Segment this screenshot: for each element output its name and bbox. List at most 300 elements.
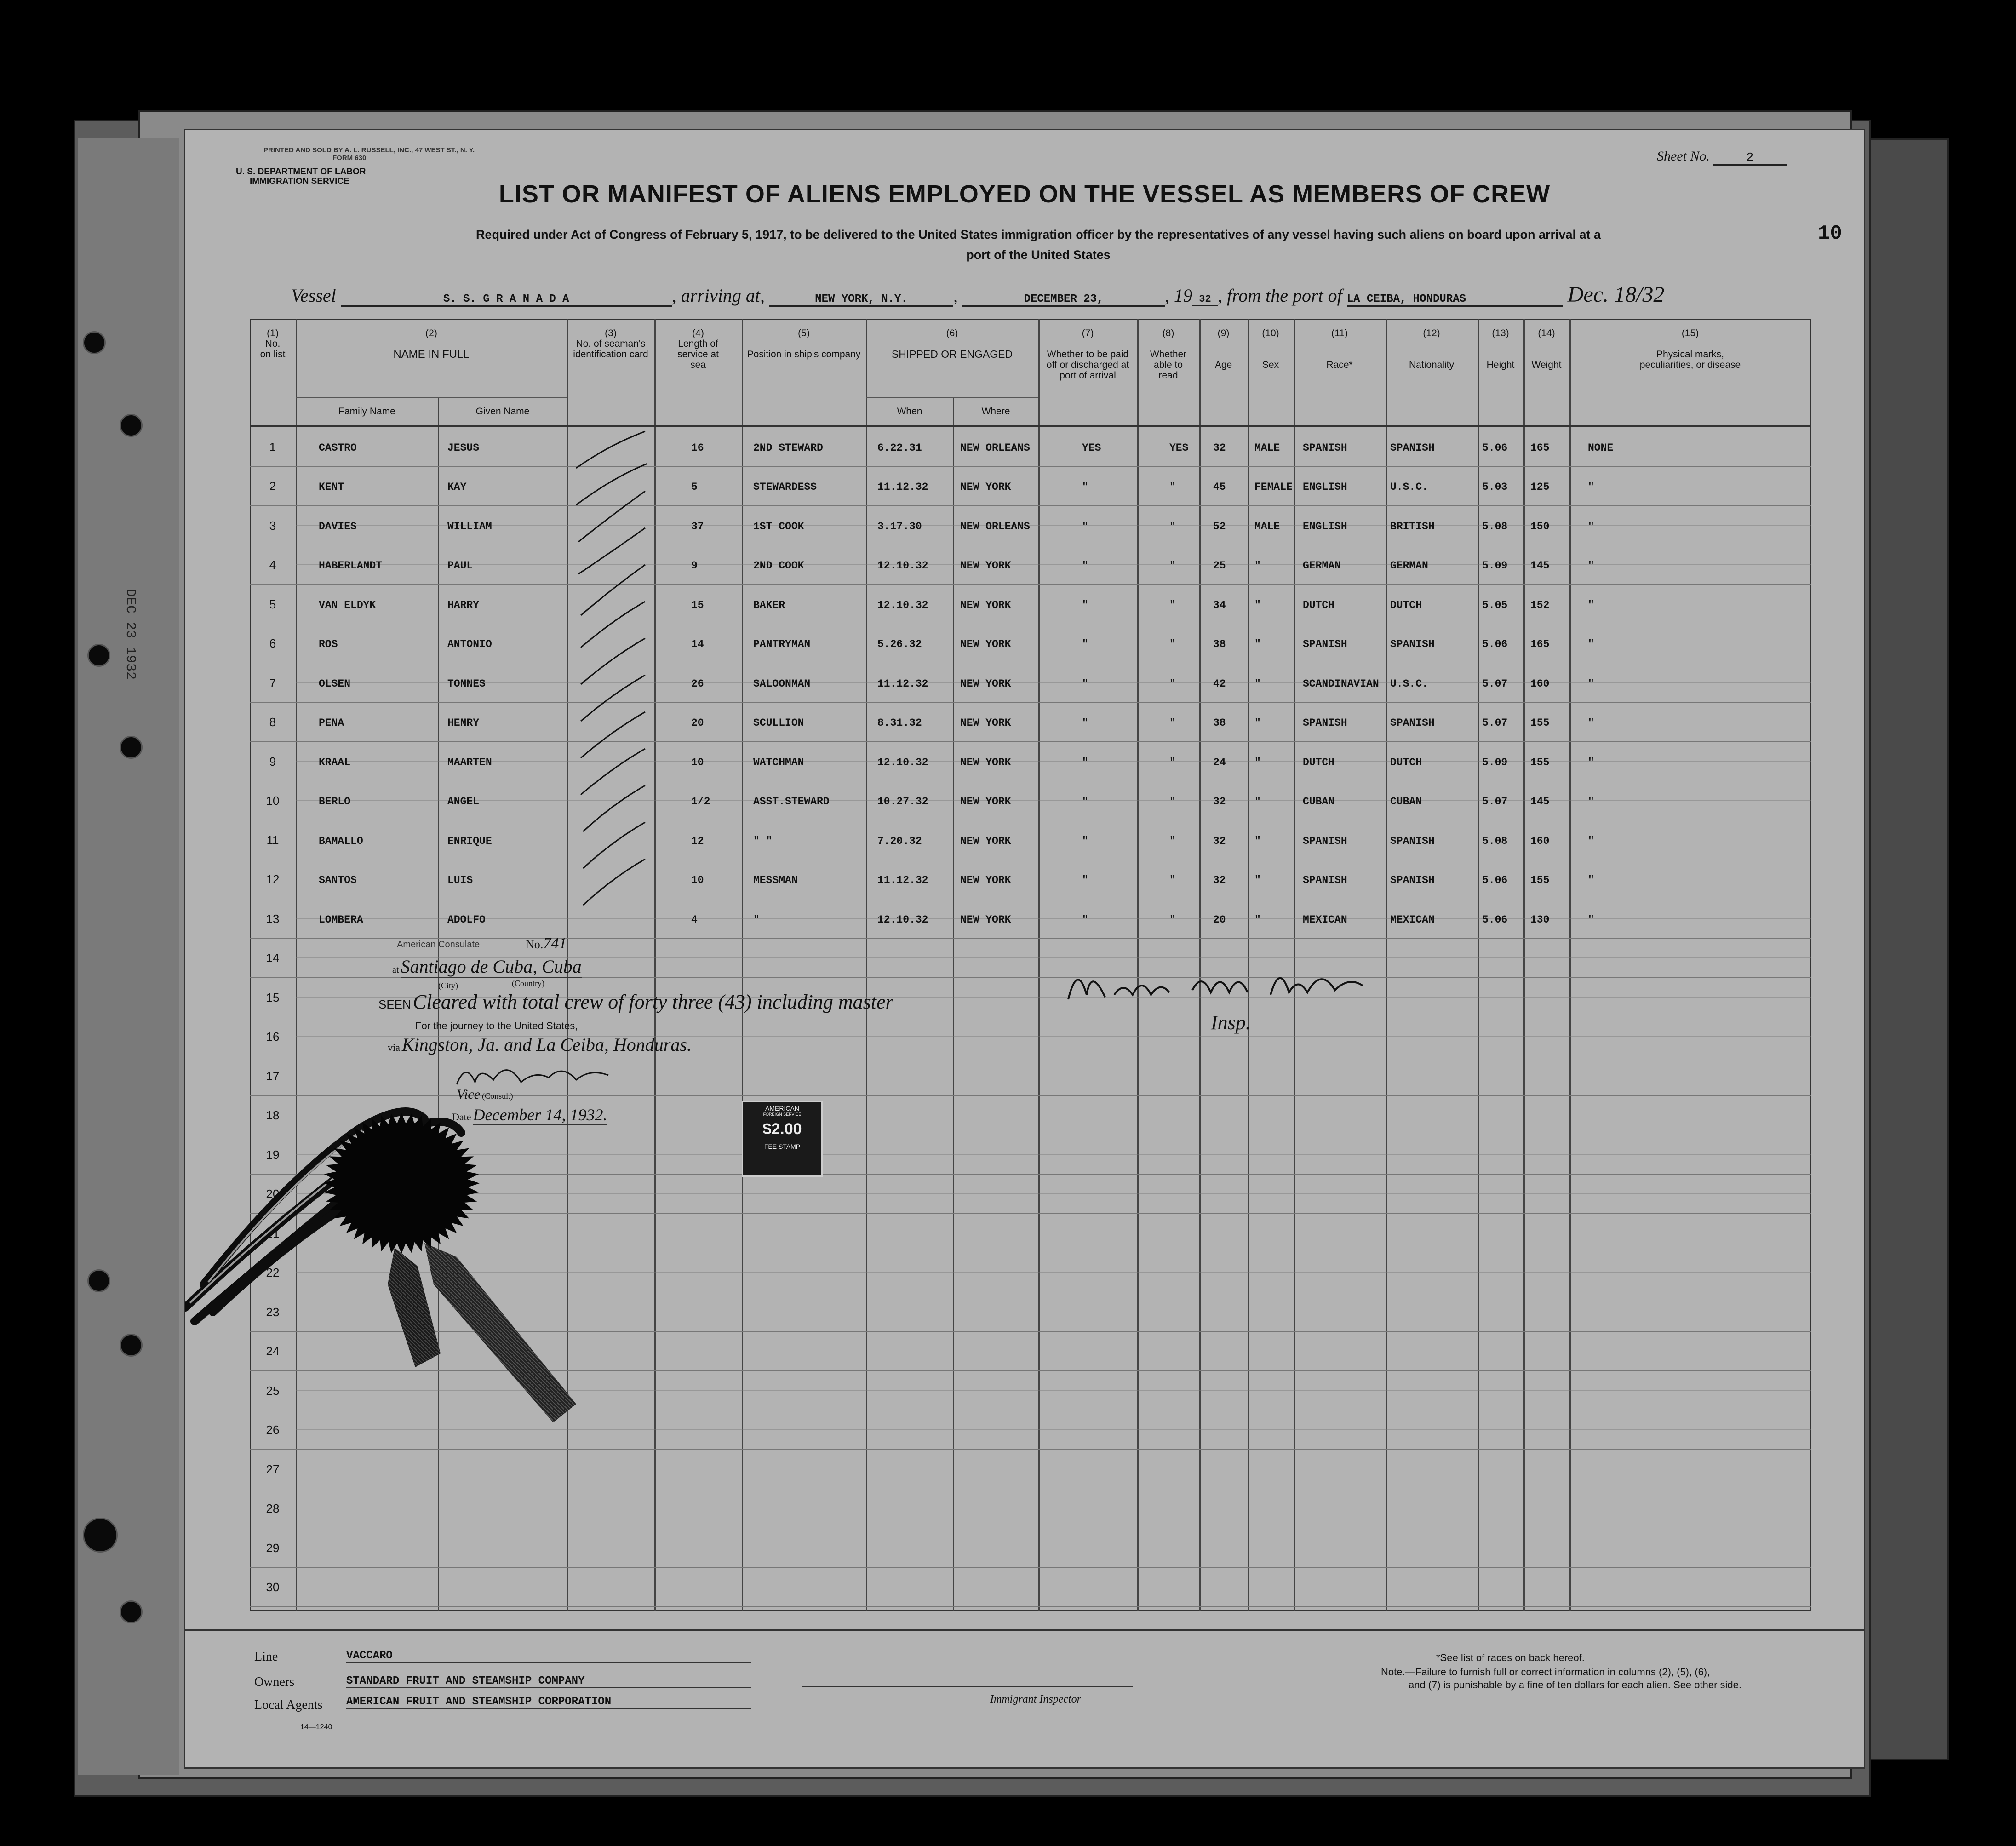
cell-nat: DUTCH	[1390, 756, 1422, 768]
cell-nat: U.S.C.	[1390, 481, 1428, 493]
row-mid-rule	[296, 800, 1811, 801]
cell-marks: "	[1588, 874, 1594, 887]
col-header-name: (2) NAME IN FULL	[393, 328, 470, 361]
row-number: 20	[266, 1187, 280, 1201]
cell-read: "	[1169, 520, 1176, 533]
cell-marks: "	[1588, 638, 1594, 651]
cell-age: 32	[1213, 835, 1226, 847]
via-text: Kingston, Ja. and La Ceiba, Honduras.	[401, 1034, 692, 1055]
col-header-when: When	[897, 406, 922, 417]
cell-service: 12	[691, 835, 704, 847]
cell-family: CASTRO	[319, 441, 357, 454]
cell-age: 32	[1213, 874, 1226, 887]
cell-race: SCANDINAVIAN	[1303, 677, 1379, 690]
col-header-weight: (14) Weight	[1531, 328, 1562, 370]
line-value: VACCARO	[346, 1650, 751, 1663]
cell-nat: CUBAN	[1390, 796, 1422, 808]
city-caption: (City)	[438, 981, 458, 990]
sheet-number-value: 2	[1713, 150, 1787, 166]
cell-service: 15	[691, 599, 704, 611]
col-header-read: (8) Whether able to read	[1150, 328, 1187, 381]
col-divider	[1569, 319, 1571, 1611]
col-divider	[1523, 319, 1525, 1611]
cell-paid: "	[1082, 756, 1088, 768]
cell-position: MESSMAN	[753, 874, 798, 887]
cell-family: KENT	[319, 481, 344, 493]
row-mid-rule	[296, 564, 1811, 565]
row-number: 16	[266, 1030, 280, 1044]
cell-age: 24	[1213, 756, 1226, 768]
owners-value: STANDARD FRUIT AND STEAMSHIP COMPANY	[346, 1675, 751, 1688]
cell-race: SPANISH	[1303, 441, 1347, 454]
footer	[185, 1629, 1864, 1769]
cell-service: 16	[691, 441, 704, 454]
cell-paid: "	[1082, 874, 1088, 887]
cell-height: 5.06	[1482, 874, 1508, 887]
cell-where: NEW YORK	[960, 874, 1011, 887]
arrival-date: DECEMBER 23,	[962, 293, 1165, 307]
printer-imprint: PRINTED AND SOLD BY A. L. RUSSELL, INC., 47 WEST ST., N. Y. FORM 630	[263, 146, 475, 162]
row-mid-rule	[296, 918, 1811, 919]
binder-hole	[120, 736, 143, 759]
row-number: 15	[266, 990, 280, 1004]
cell-nat: SPANISH	[1390, 441, 1435, 454]
cell-sex: "	[1254, 599, 1261, 611]
cell-where: NEW YORK	[960, 835, 1011, 847]
cell-sex: "	[1254, 913, 1261, 926]
cell-height: 5.09	[1482, 560, 1508, 572]
cell-when: 10.27.32	[877, 796, 928, 808]
cell-read: "	[1169, 756, 1176, 768]
seen-text: Cleared with total crew of forty three (43) including master	[412, 991, 893, 1013]
cell-where: NEW YORK	[960, 756, 1011, 768]
col-header-no: (1) No. on list	[260, 328, 286, 360]
wax-seal-icon	[185, 1027, 599, 1487]
cell-family: ROS	[319, 638, 338, 651]
cell-age: 42	[1213, 677, 1226, 690]
from-port-label: , from the port of	[1218, 285, 1342, 306]
manifest-sheet	[184, 129, 1865, 1769]
cell-given: ENRIQUE	[447, 835, 492, 847]
cell-race: SPANISH	[1303, 835, 1347, 847]
cell-marks: "	[1588, 717, 1594, 729]
cell-age: 45	[1213, 481, 1226, 493]
cell-position: ASST.STEWARD	[753, 796, 830, 808]
cell-service: 1/2	[691, 796, 710, 808]
row-number: 27	[266, 1462, 280, 1476]
cell-position: PANTRYMAN	[753, 638, 811, 651]
cell-position: 2ND COOK	[753, 560, 804, 572]
binder-hole	[120, 1334, 143, 1357]
cell-service: 10	[691, 874, 704, 887]
voyage-line: Vessel S. S. G R A N A D A , arriving at, NEW YORK, N.Y. , DECEMBER 23, , 19 32 , from the port of LA CEIBA, HONDURAS Dec. 18/32	[291, 282, 1665, 307]
binder-hole	[83, 331, 106, 354]
cell-age: 38	[1213, 717, 1226, 729]
cell-service: 10	[691, 756, 704, 768]
cell-position: "	[753, 913, 760, 926]
cell-when: 11.12.32	[877, 481, 928, 493]
cell-given: ANGEL	[447, 796, 480, 808]
cell-position: WATCHMAN	[753, 756, 804, 768]
shipped-header-divider	[866, 397, 1038, 398]
cell-where: NEW YORK	[960, 481, 1011, 493]
cell-marks: "	[1588, 520, 1594, 533]
cell-weight: 125	[1530, 481, 1550, 493]
arriving-label: , arriving at,	[671, 285, 765, 306]
inspector-sign-line	[802, 1686, 1133, 1687]
cell-read: "	[1169, 796, 1176, 808]
cell-paid: "	[1082, 560, 1088, 572]
cell-position: SALOONMAN	[753, 677, 811, 690]
cell-nat: SPANISH	[1390, 874, 1435, 887]
cell-weight: 152	[1530, 599, 1550, 611]
cell-height: 5.05	[1482, 599, 1508, 611]
consular-date-value: December 14, 1932.	[473, 1106, 607, 1124]
cell-when: 11.12.32	[877, 874, 928, 887]
cell-family: HABERLANDT	[319, 560, 383, 572]
vessel-label: Vessel	[291, 285, 336, 306]
cell-where: NEW YORK	[960, 599, 1011, 611]
cell-sex: "	[1254, 756, 1261, 768]
id-card-checkmarks	[567, 427, 654, 910]
cell-race: SPANISH	[1303, 874, 1347, 887]
row-rule	[250, 1567, 1811, 1568]
row-mid-rule	[296, 761, 1811, 762]
cell-paid: "	[1082, 796, 1088, 808]
row-number: 18	[266, 1108, 280, 1123]
cell-marks: "	[1588, 913, 1594, 926]
col-header-height: (13) Height	[1486, 328, 1515, 370]
cell-paid: "	[1082, 599, 1088, 611]
cell-marks: "	[1588, 560, 1594, 572]
row-number: 1	[269, 440, 276, 454]
consular-date: Date December 14, 1932.	[452, 1106, 607, 1124]
cell-service: 4	[691, 913, 698, 926]
col-header-race: (11) Race*	[1326, 328, 1353, 370]
cell-where: NEW YORK	[960, 796, 1011, 808]
cell-position: 2ND STEWARD	[753, 441, 823, 454]
binder-hole	[83, 1518, 118, 1553]
cell-family: BERLO	[319, 796, 351, 808]
cell-given: PAUL	[447, 560, 473, 572]
corner-number: 10	[1818, 222, 1842, 245]
cell-height: 5.06	[1482, 441, 1508, 454]
cell-marks: "	[1588, 835, 1594, 847]
cell-height: 5.07	[1482, 796, 1508, 808]
row-number: 8	[269, 715, 276, 729]
sheet-number-label: Sheet No.	[1657, 149, 1710, 164]
agents-value: AMERICAN FRUIT AND STEAMSHIP CORPORATION	[346, 1696, 751, 1709]
cell-when: 11.12.32	[877, 677, 928, 690]
cell-read: "	[1169, 913, 1176, 926]
cell-family: OLSEN	[319, 677, 351, 690]
row-number: 29	[266, 1541, 280, 1555]
cell-family: VAN ELDYK	[319, 599, 376, 611]
cell-position: SCULLION	[753, 717, 804, 729]
cell-weight: 130	[1530, 913, 1550, 926]
cell-race: MEXICAN	[1303, 913, 1347, 926]
cell-read: "	[1169, 717, 1176, 729]
row-number: 28	[266, 1502, 280, 1516]
col-header-family-name: Family Name	[338, 406, 395, 417]
cell-age: 32	[1213, 796, 1226, 808]
cell-read: "	[1169, 481, 1176, 493]
row-number: 11	[266, 833, 279, 847]
row-number: 24	[266, 1344, 280, 1359]
cell-sex: "	[1254, 874, 1261, 887]
cell-position: STEWARDESS	[753, 481, 817, 493]
col-header-position: (5) Position in ship's company	[747, 328, 861, 360]
row-number: 30	[266, 1580, 280, 1594]
cell-where: NEW YORK	[960, 717, 1011, 729]
col-header-paid-off: (7) Whether to be paid off or discharged at port of arrival	[1046, 328, 1129, 381]
via-line: via Kingston, Ja. and La Ceiba, Honduras.	[388, 1034, 692, 1055]
cell-nat: GERMAN	[1390, 560, 1428, 572]
row-mid-rule	[296, 682, 1811, 683]
cell-weight: 145	[1530, 796, 1550, 808]
cell-weight: 155	[1530, 717, 1550, 729]
row-number: 6	[269, 636, 276, 651]
sheet-number	[1657, 149, 1787, 166]
cell-read: "	[1169, 638, 1176, 651]
cell-read: "	[1169, 560, 1176, 572]
name-header-divider	[296, 397, 567, 398]
row-rule	[250, 1606, 1811, 1607]
cell-marks: "	[1588, 756, 1594, 768]
cell-nat: SPANISH	[1390, 638, 1435, 651]
consulate-printed: American Consulate	[397, 940, 480, 950]
cell-sex: "	[1254, 796, 1261, 808]
cell-service: 26	[691, 677, 704, 690]
department-name: U. S. DEPARTMENT OF LABOR	[236, 167, 366, 177]
cell-given: WILLIAM	[447, 520, 492, 533]
cell-height: 5.07	[1482, 717, 1508, 729]
margin-date-stamp: DEC 23 1932	[122, 589, 138, 680]
cell-where: NEW YORK	[960, 638, 1011, 651]
row-number: 17	[266, 1069, 280, 1083]
header-bottom-rule	[250, 425, 1811, 427]
cell-given: KAY	[447, 481, 467, 493]
cell-where: NEW ORLEANS	[960, 441, 1030, 454]
consular-city: at Santiago de Cuba, Cuba	[392, 956, 582, 977]
cell-when: 6.22.31	[877, 441, 922, 454]
arrival-year: 32	[1192, 293, 1218, 306]
cell-given: LUIS	[447, 874, 473, 887]
cell-given: JESUS	[447, 441, 480, 454]
cell-read: "	[1169, 835, 1176, 847]
row-rule	[250, 741, 1811, 742]
cell-read: YES	[1169, 441, 1189, 454]
cell-race: ENGLISH	[1303, 481, 1347, 493]
cell-paid: "	[1082, 638, 1088, 651]
cell-race: DUTCH	[1303, 599, 1335, 611]
vessel-name: S. S. G R A N A D A	[341, 293, 672, 307]
row-rule	[250, 584, 1811, 585]
col-divider	[1478, 319, 1479, 1611]
cell-weight: 165	[1530, 638, 1550, 651]
cell-family: KRAAL	[319, 756, 351, 768]
cell-paid: YES	[1082, 441, 1101, 454]
cell-nat: MEXICAN	[1390, 913, 1435, 926]
cell-marks: "	[1588, 481, 1594, 493]
cell-service: 9	[691, 560, 698, 572]
vice-consul: Vice (Consul.)	[457, 1087, 513, 1102]
cell-given: HENRY	[447, 717, 480, 729]
cell-race: ENGLISH	[1303, 520, 1347, 533]
row-number: 2	[269, 479, 276, 493]
cell-sex: "	[1254, 560, 1261, 572]
cell-nat: U.S.C.	[1390, 677, 1428, 690]
cell-where: NEW ORLEANS	[960, 520, 1030, 533]
consular-number: No.741	[526, 935, 567, 952]
cell-where: NEW YORK	[960, 677, 1011, 690]
col-header-sex: (10) Sex	[1262, 328, 1279, 370]
races-note: *See list of races on back hereof.	[1436, 1652, 1585, 1663]
cell-when: 12.10.32	[877, 599, 928, 611]
row-number: 12	[266, 872, 280, 887]
cell-service: 37	[691, 520, 704, 533]
cell-given: ANTONIO	[447, 638, 492, 651]
row-rule	[250, 505, 1811, 506]
cell-when: 7.20.32	[877, 835, 922, 847]
cell-where: NEW YORK	[960, 913, 1011, 926]
row-number: 13	[266, 912, 280, 926]
cell-weight: 145	[1530, 560, 1550, 572]
row-number: 25	[266, 1383, 280, 1398]
fee-stamp: AMERICAN FOREIGN SERVICE $2.00 FEE STAMP	[742, 1101, 823, 1177]
col-header-nationality: (12) Nationality	[1409, 328, 1455, 370]
col-header-service: (4) Length of service at sea	[677, 328, 719, 370]
cell-age: 32	[1213, 441, 1226, 454]
cell-race: DUTCH	[1303, 756, 1335, 768]
cell-service: 14	[691, 638, 704, 651]
binder-hole	[120, 414, 143, 437]
departure-port: LA CEIBA, HONDURAS	[1347, 293, 1563, 307]
cell-nat: SPANISH	[1390, 835, 1435, 847]
cell-paid: "	[1082, 481, 1088, 493]
row-number: 5	[269, 597, 276, 611]
cell-race: SPANISH	[1303, 717, 1347, 729]
cell-marks: NONE	[1588, 441, 1614, 454]
cell-weight: 160	[1530, 677, 1550, 690]
row-number: 26	[266, 1423, 280, 1437]
cell-race: SPANISH	[1303, 638, 1347, 651]
col-divider	[1386, 319, 1387, 1611]
agents-label: Local Agents	[254, 1698, 323, 1712]
cell-given: ADOLFO	[447, 913, 486, 926]
row-number: 23	[266, 1305, 280, 1319]
cell-read: "	[1169, 677, 1176, 690]
page-subtitle: Required under Act of Congress of February 5, 1917, to be delivered to the United States immigration officer by the representatives of any vessel having such aliens on board upon arrival at a port of the United States	[475, 228, 1601, 262]
form-code: 14—1240	[300, 1723, 332, 1731]
inspector-caption: Immigrant Inspector	[990, 1693, 1081, 1705]
cell-given: HARRY	[447, 599, 480, 611]
cell-nat: SPANISH	[1390, 717, 1435, 729]
inspector-initials: Insp.	[1211, 1011, 1251, 1034]
journey-label: For the journey to the United States,	[415, 1020, 578, 1032]
fine-note: Note.—Failure to furnish full or correct information in columns (2), (5), (6), and (7) is punishable by a fine of ten dollars for each alien. See other side.	[1381, 1666, 1742, 1691]
row-number: 10	[266, 794, 280, 808]
cell-nat: DUTCH	[1390, 599, 1422, 611]
row-number: 19	[266, 1147, 280, 1162]
cell-sex: "	[1254, 677, 1261, 690]
cell-height: 5.07	[1482, 677, 1508, 690]
row-number: 14	[266, 951, 280, 965]
cell-sex: "	[1254, 835, 1261, 847]
cell-weight: 165	[1530, 441, 1550, 454]
cell-sex: MALE	[1254, 520, 1280, 533]
cell-paid: "	[1082, 913, 1088, 926]
cell-paid: "	[1082, 835, 1088, 847]
row-mid-rule	[296, 525, 1811, 526]
cell-age: 38	[1213, 638, 1226, 651]
cell-when: 3.17.30	[877, 520, 922, 533]
row-number: 9	[269, 754, 276, 768]
cell-sex: "	[1254, 638, 1261, 651]
cell-service: 20	[691, 717, 704, 729]
binder-hole	[87, 1269, 110, 1292]
cell-position: BAKER	[753, 599, 785, 611]
service-name: IMMIGRATION SERVICE	[250, 177, 349, 186]
cell-when: 12.10.32	[877, 913, 928, 926]
col-header-id-card: (3) No. of seaman's identification card	[573, 328, 648, 360]
cell-marks: "	[1588, 677, 1594, 690]
inspector-signature	[1059, 953, 1372, 1018]
arrival-port: NEW YORK, N.Y.	[769, 293, 953, 307]
cell-sex: MALE	[1254, 441, 1280, 454]
binder-margin	[78, 138, 179, 1775]
country-caption: (Country)	[512, 979, 544, 988]
col-header-physical-marks: (15) Physical marks, peculiarities, or disease	[1639, 328, 1741, 370]
owners-label: Owners	[254, 1675, 295, 1689]
cell-height: 5.09	[1482, 756, 1508, 768]
cell-age: 20	[1213, 913, 1226, 926]
col-header-age: (9) Age	[1214, 328, 1232, 370]
col-header-where: Where	[981, 406, 1010, 417]
cell-when: 8.31.32	[877, 717, 922, 729]
cell-age: 25	[1213, 560, 1226, 572]
cell-position: 1ST COOK	[753, 520, 804, 533]
consular-city-value: Santiago de Cuba, Cuba	[401, 956, 582, 977]
binder-hole	[120, 1600, 143, 1623]
cell-given: MAARTEN	[447, 756, 492, 768]
cell-family: PENA	[319, 717, 344, 729]
row-number: 3	[269, 518, 276, 533]
col-header-given-name: Given Name	[475, 406, 530, 417]
cell-family: LOMBERA	[319, 913, 363, 926]
row-number: 7	[269, 676, 276, 690]
cell-when: 12.10.32	[877, 756, 928, 768]
cell-race: GERMAN	[1303, 560, 1341, 572]
cell-height: 5.03	[1482, 481, 1508, 493]
line-label: Line	[254, 1650, 278, 1664]
cell-position: " "	[753, 835, 773, 847]
row-number: 21	[266, 1226, 280, 1240]
binder-hole	[87, 644, 110, 667]
cell-weight: 155	[1530, 874, 1550, 887]
cell-sex: FEMALE	[1254, 481, 1293, 493]
cell-family: SANTOS	[319, 874, 357, 887]
row-rule	[250, 938, 1811, 939]
cell-paid: "	[1082, 520, 1088, 533]
cell-height: 5.08	[1482, 520, 1508, 533]
cell-when: 5.26.32	[877, 638, 922, 651]
seen-line: SEEN Cleared with total crew of forty three (43) including master	[378, 991, 893, 1013]
cell-age: 52	[1213, 520, 1226, 533]
cell-family: BAMALLO	[319, 835, 363, 847]
cell-family: DAVIES	[319, 520, 357, 533]
cell-when: 12.10.32	[877, 560, 928, 572]
